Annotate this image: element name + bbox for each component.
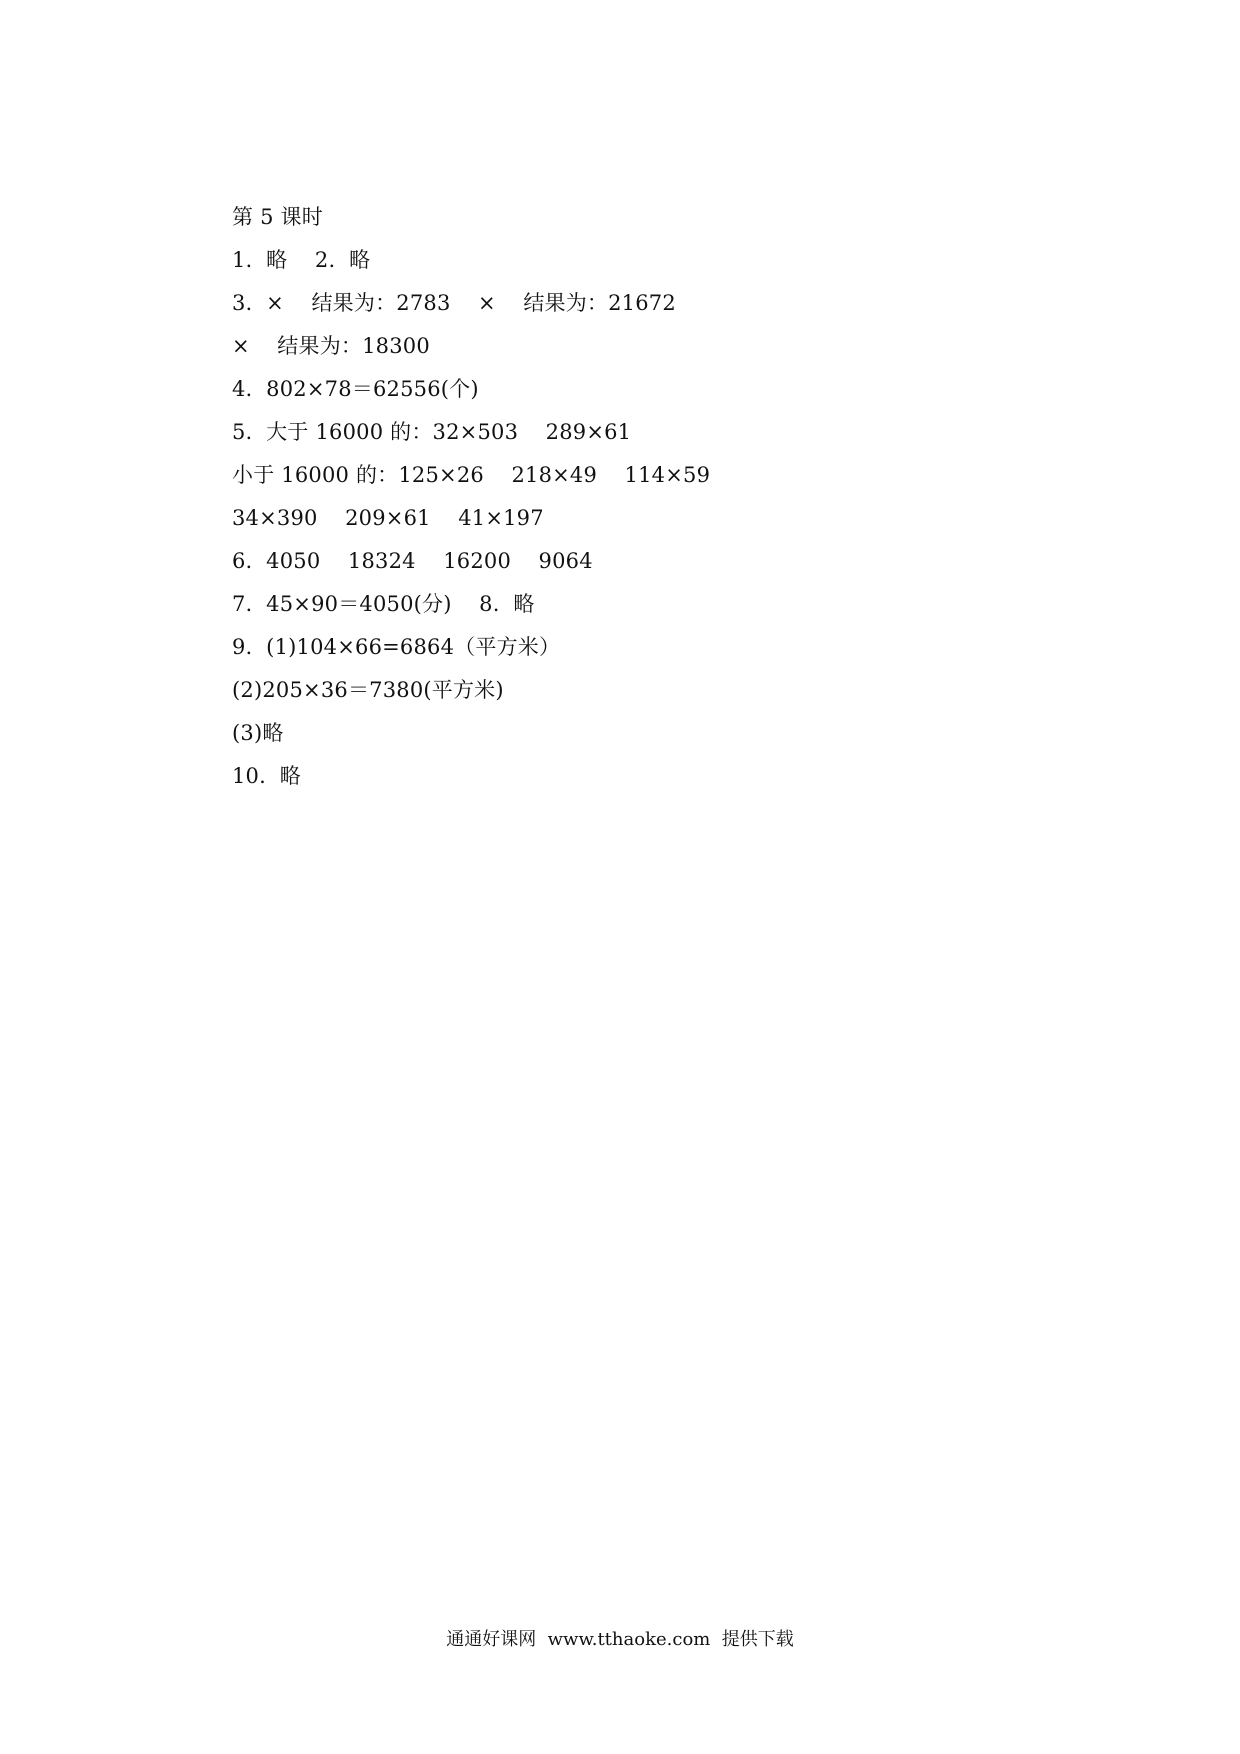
answer-line-3: 3. × 结果为：2783 × 结果为：21672 [232,291,676,315]
answer-line-9-part-3: (3)略 [232,721,284,745]
answer-key [232,196,992,798]
answer-line-10: 10. 略 [232,764,301,788]
answer-line-3-continued: × 结果为：18300 [232,334,430,358]
answer-line-5-continued: 34×390 209×61 41×197 [232,506,544,530]
answer-line-6: 6. 4050 18324 16200 9064 [232,549,593,573]
answer-line-9-part-2: (2)205×36＝7380(平方米) [232,678,504,702]
answer-line-9-part-1: 9. (1)104×66=6864（平方米） [232,635,561,659]
answer-line-1: 1. 略 2. 略 [232,248,371,272]
answer-line-5-less-than: 小于 16000 的：125×26 218×49 114×59 [232,463,711,487]
download-source-footer: 通通好课网 www.tthaoke.com 提供下载 [446,1629,794,1650]
answer-line-7-8: 7. 45×90＝4050(分) 8. 略 [232,592,535,616]
answer-line-4: 4. 802×78＝62556(个) [232,377,479,401]
section-title: 第 5 课时 [232,205,323,229]
answer-line-5: 5. 大于 16000 的：32×503 289×61 [232,420,632,444]
